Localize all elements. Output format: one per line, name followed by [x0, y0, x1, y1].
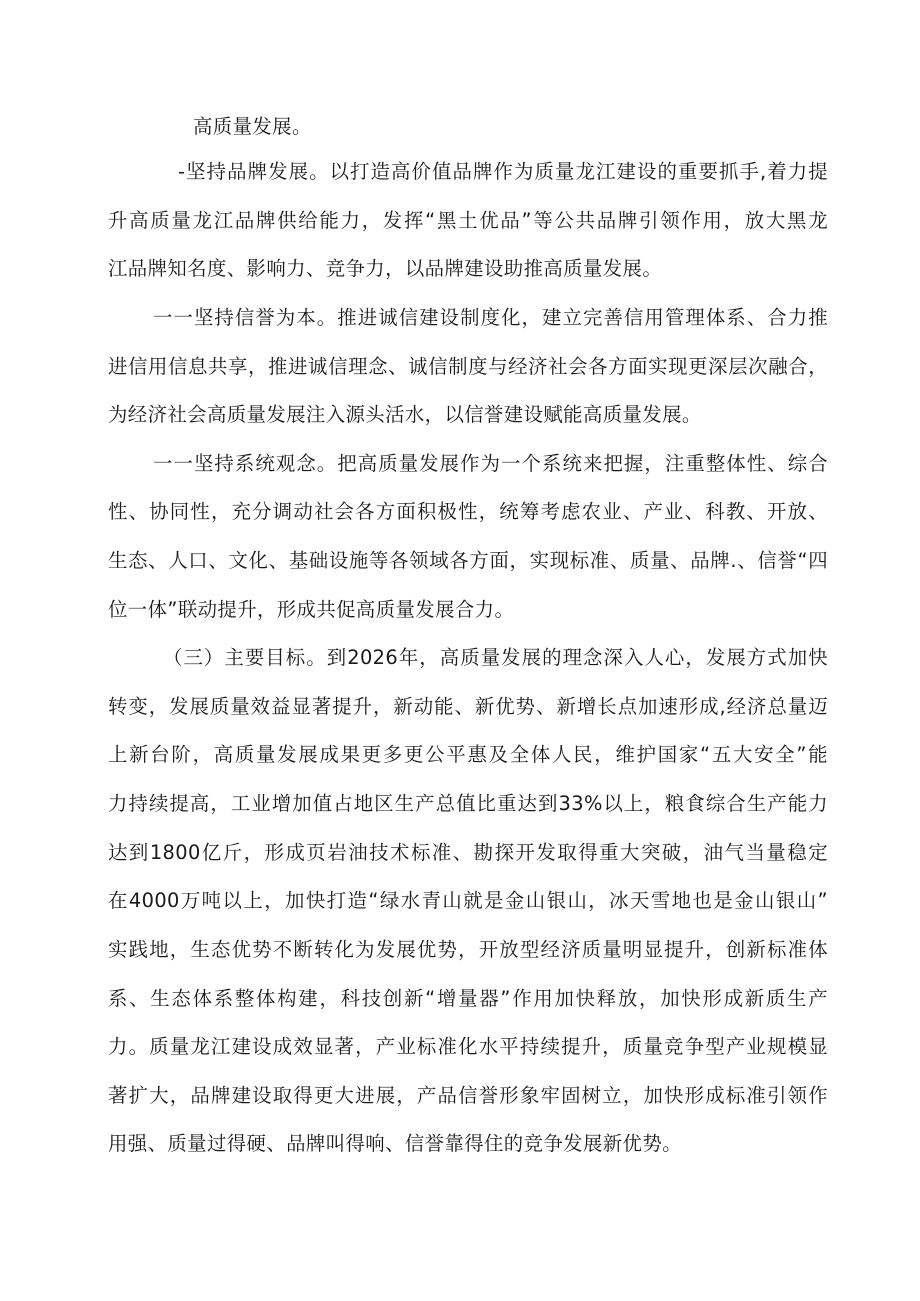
text-line: 性、协同性，充分调动社会各方面积极性，统筹考虑农业、产业、科教、开放、 [108, 500, 828, 523]
text-line: 达到1800亿斤，形成页岩油技术标准、勘探开发取得重大突破，油气当量稳定 [108, 841, 828, 864]
text-line: 著扩大，品牌建设取得更大进展，产品信誉形象牢固树立，加快形成标准引领作 [108, 1084, 828, 1107]
text-line: 用强、质量过得硬、品牌叫得响、信誉靠得住的竞争发展新优势。 [108, 1132, 682, 1155]
text-line: 上新台阶，高质量发展成果更多更公平惠及全体人民，维护国家“五大安全”能 [108, 743, 828, 766]
text-line: 为经济社会高质量发展注入源头活水，以信誉建设赋能高质量发展。 [108, 403, 702, 426]
text-line: 在4000万吨以上，加快打造“绿水青山就是金山银山，冰天雪地也是金山银山” [108, 889, 828, 912]
text-line: 一一坚持信誉为本。推进诚信建设制度化，建立完善信用管理体系、合力推 [153, 306, 828, 329]
text-line: 升高质量龙江品牌供给能力，发挥“黑土优品”等公共品牌引领作用，放大黑龙 [108, 209, 828, 232]
text-line: 进信用信息共享，推进诚信理念、诚信制度与经济社会各方面实现更深层次融合， [108, 355, 828, 378]
text-line: 系、生态体系整体构建，科技创新“增量器”作用加快释放，加快形成新质生产 [108, 987, 828, 1010]
text-line: 一一坚持系统观念。把高质量发展作为一个系统来把握，注重整体性、综合 [153, 452, 828, 475]
text-line: 力持续提高，工业增加值占地区生产总值比重达到33%以上，粮食综合生产能力 [108, 792, 828, 815]
text-line: 实践地，生态优势不断转化为发展优势，开放型经济质量明显提升，创新标准体 [108, 938, 828, 961]
text-line: （三）主要目标。到2026年，高质量发展的理念深入人心，发展方式加快 [163, 646, 828, 669]
text-line: 位一体”联动提升，形成共促高质量发展合力。 [108, 598, 515, 621]
text-line: 力。质量龙江建设成效显著，产业标准化水平持续提升，质量竞争型产业规模显 [108, 1035, 828, 1058]
text-line: 转变，发展质量效益显著提升，新动能、新优势、新增长点加速形成,经济总量迈 [108, 695, 828, 718]
text-line: 高质量发展。 [193, 115, 312, 138]
text-line: 江品牌知名度、影响力、竞争力，以品牌建设助推高质量发展。 [108, 257, 663, 280]
text-line: -坚持品牌发展。以打造高价值品牌作为质量龙江建设的重要抓手,着力提 [178, 160, 828, 183]
text-line: 生态、人口、文化、基础设施等各领域各方面，实现标准、质量、品牌.、信誉“四 [108, 549, 828, 572]
